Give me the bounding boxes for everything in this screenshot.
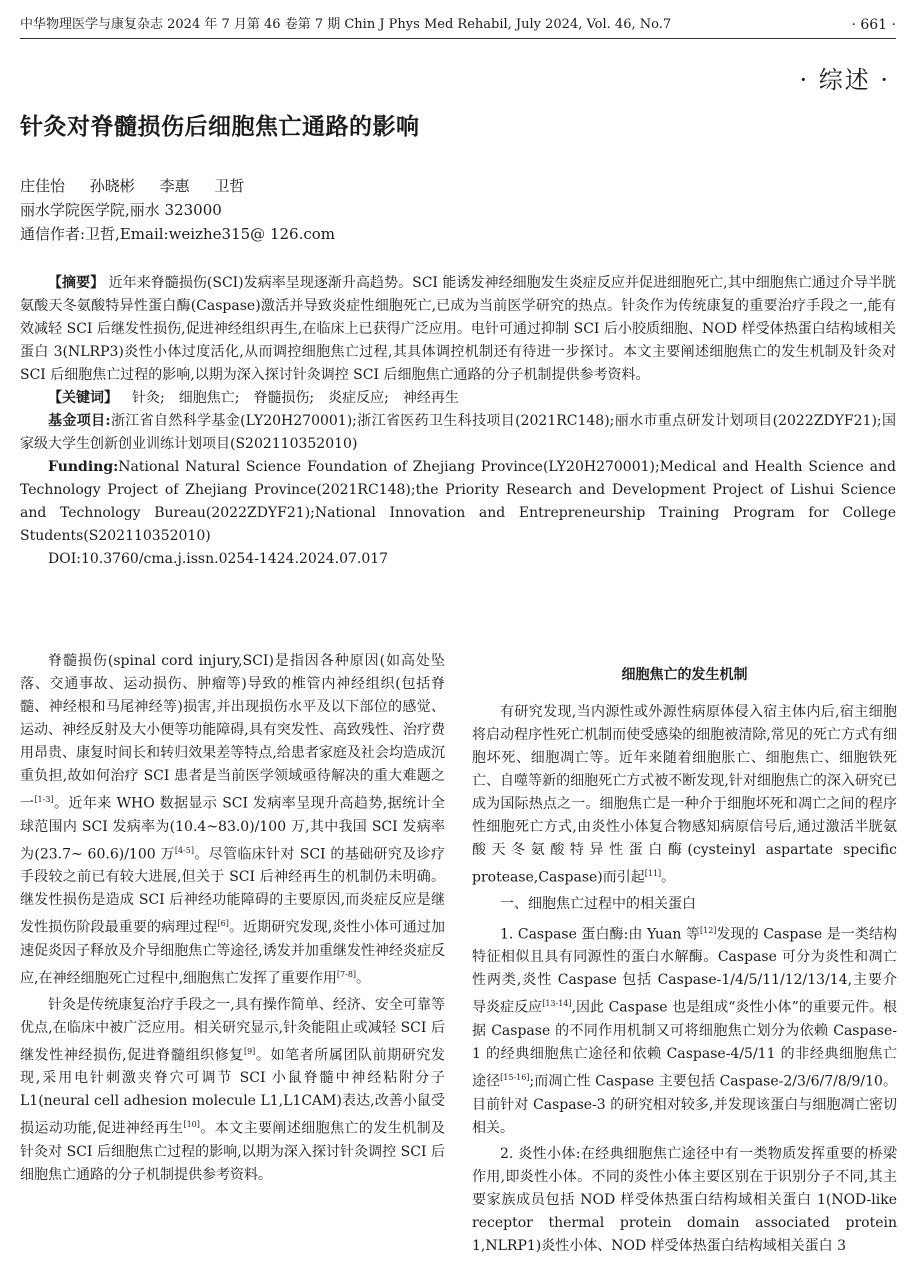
correspondence: 通信作者:卫哲,Email:weizhe315@ 126.com	[20, 225, 335, 243]
citation: [12]	[699, 925, 717, 935]
text-run: 2. 炎性小体:在经典细胞焦亡途径中有一类物质发挥重要的桥梁作用,即炎性小体。不同的炎性小体主要区别在于识别分子不同,其主要家族成员包括 NOD 样受体热蛋白结构域相关蛋白 1(NOD-like receptor thermal protein domain associated protein 1,NLRP1)炎性小体、NOD 样受体热蛋白结构域相关蛋白 3	[472, 1145, 897, 1254]
citation: [1-3]	[34, 795, 54, 804]
keyword: 脊髓损伤;	[253, 390, 315, 406]
body-right-column	[472, 650, 897, 1261]
running-head	[20, 12, 896, 39]
funding-en	[20, 456, 896, 548]
funding-label: Funding:	[48, 459, 119, 475]
author-list	[20, 174, 335, 198]
keyword: 炎症反应;	[328, 390, 389, 406]
citation: [11]	[644, 869, 662, 878]
keywords	[20, 387, 896, 410]
text-run: 1. Caspase 蛋白酶:由 Yuan 等	[500, 926, 700, 943]
keyword: 针灸;	[132, 390, 165, 406]
text-run: 。尽管临床针对 SCI 的基础研究及诊疗手段较之前已有较大进展,但关于 SCI 后神经再生的机制仍未明确。继发性损伤是造成 SCI 后神经功能障碍的主要原因,而炎症反应是继发性损伤阶段最重要的病理过程	[20, 846, 445, 936]
fund-text: 浙江省自然科学基金(LY20H270001);浙江省医药卫生科技项目(2021RC148);丽水市重点研发计划项目(2022ZDYF21);国家级大学生创新创业训练计划项目(S202110352010)	[20, 413, 896, 452]
text-run: 。	[356, 970, 371, 987]
abstract-label: 【摘要】	[48, 275, 105, 291]
journal-citation: 中华物理医学与康复杂志 2024 年 7 月第 46 卷第 7 期 Chin J Phys Med Rehabil, July 2024, Vol. 46, No.7	[20, 17, 672, 32]
text-run: ;而凋亡性 Caspase 主要包括 Caspase-2/3/6/7/8/9/10。目前针对 Caspase-3 的研究相对较多,并发现该蛋白与细胞凋亡密切相关。	[472, 1073, 897, 1136]
citation: [4-5]	[174, 845, 194, 855]
article-title: 针灸对脊髓损伤后细胞焦亡通路的影响	[20, 113, 420, 140]
fund-label: 基金项目:	[48, 413, 111, 429]
abstract	[20, 272, 896, 387]
citation: [10]	[183, 1120, 200, 1130]
citation: [6]	[217, 919, 229, 929]
page-number: · 661 ·	[851, 17, 896, 33]
text-run: 脊髓损伤(spinal cord injury,SCI)是指因各种原因(如高处坠落、交通事故、运动损伤、肿瘤等)导致的椎管内神经组织(包括脊髓、神经根和马尾神经等)损害,并出现损伤水平及以下部位的感觉、运动、神经反射及大小便等功能障碍,具有突发性、高致残性、治疗费用昂贵、康复时间长和转归效果差等特点,给患者家庭及社会均造成沉重负担,故如何治疗 SCI 患者是当前医学领域亟待解决的重大难题之一	[20, 653, 445, 812]
author-name: 庄佳怡	[20, 177, 66, 195]
citation: [7-8]	[336, 969, 357, 979]
text-run: 。近年来 WHO 数据显示 SCI 发病率呈现升高趋势,据统计全球范围内 SCI 发病率为(10.4~83.0)/100 万,其中我国 SCI 发病率为(23.7~ 60.6)/100 万	[20, 795, 445, 863]
author-name: 卫哲	[214, 177, 245, 195]
keyword: 神经再生	[402, 390, 459, 406]
paragraph	[472, 1143, 897, 1258]
affiliation: 丽水学院医学院,丽水 323000	[20, 201, 222, 219]
author-block	[20, 174, 335, 246]
doi: DOI:10.3760/cma.j.issn.0254-1424.2024.07.017	[48, 551, 389, 567]
text-run: 针灸是传统康复治疗手段之一,具有操作简单、经济、安全可靠等优点,在临床中被广泛应用。相关研究显示,针灸能阻止或减轻 SCI 后继发性神经损伤,促进脊髓组织修复	[20, 996, 445, 1064]
text-run: 发现的 Caspase 是一类结构特征相似且具有同源性的蛋白水解酶。Caspase 可分为炎性和凋亡性两类,炎性 Caspase 包括 Caspase-1/4/5/11/12/13/14,主要介导炎症反应	[472, 926, 897, 1016]
text-run: 。近期研究发现,炎性小体可通过加速促炎因子释放及介导细胞焦亡等途径,诱发并加重继发性神经炎症反应,在神经细胞死亡过程中,细胞焦亡发挥了重要作用	[20, 919, 446, 987]
keyword: 细胞焦亡;	[178, 390, 240, 406]
paragraph	[472, 919, 897, 1140]
citation: [9]	[243, 1046, 256, 1056]
section-heading: 细胞焦亡的发生机制	[621, 667, 748, 683]
body-left-column	[20, 650, 445, 1190]
text-run: 。本文主要阐述细胞焦亡的发生机制及针灸对 SCI 后细胞焦亡过程的影响,以期为深入探讨针灸调控 SCI 后细胞焦亡通路的分子机制提供参考资料。	[20, 1120, 445, 1183]
citation: [15-16]	[500, 1072, 530, 1082]
keywords-label: 【关键词】	[48, 390, 118, 406]
author-name: 李惠	[159, 177, 190, 195]
fund-cn	[20, 410, 896, 456]
paragraph	[20, 994, 445, 1187]
text-run: 。如笔者所属团队前期研究发现,采用电针刺激夹脊穴可调节 SCI 小鼠脊髓中神经粘附分子 L1(neural cell adhesion molecule L1,L1CAM)表达,改善小鼠受损运动功能,促进神经再生	[20, 1047, 446, 1137]
section-label: · 综述 ·	[799, 66, 890, 94]
paragraph	[472, 701, 897, 890]
author-name: 孙晓彬	[89, 177, 135, 195]
funding-text: National Natural Science Foundation of Zhejiang Province(LY20H270001);Medical and Health Science and Technology Project of Zhejiang Province(2021RC148);the Priority Research and Development Project of Lishui Science and Technology Bureau(2022ZDYF21);National Innovation and Entrepreneurship Training Program for College Students(S202110352010)	[20, 459, 896, 544]
citation: [13-14]	[542, 999, 572, 1009]
paragraph	[20, 650, 445, 991]
subsection-heading: 一、细胞焦亡过程中的相关蛋白	[500, 895, 696, 912]
abstract-text: 近年来脊髓损伤(SCI)发病率呈现逐渐升高趋势。SCI 能诱发神经细胞发生炎症反应并促进细胞死亡,其中细胞焦亡通过介导半胱氨酸天冬氨酸特异性蛋白酶(Caspase)激活并导致炎症性细胞死亡,已成为当前医学研究的热点。针灸作为传统康复的重要治疗手段之一,能有效减轻 SCI 后继发性损伤,促进神经组织再生,在临床上已获得广泛应用。电针可通过抑制 SCI 后小胶质细胞、NOD 样受体热蛋白结构域相关蛋白 3(NLRP3)炎性小体过度活化,从而调控细胞焦亡过程,其具体调控机制还有待进一步探讨。本文主要阐述细胞焦亡的发生机制及针灸对 SCI 后细胞焦亡过程的影响,以期为深入探讨针灸调控 SCI 后细胞焦亡通路的分子机制提供参考资料。	[20, 275, 897, 383]
abstract-block	[20, 272, 896, 571]
text-run: ,因此 Caspase 也是组成“炎性小体”的重要元件。根据 Caspase 的不同作用机制又可将细胞焦亡划分为依赖 Caspase-1 的经典细胞焦亡途径和依赖 Caspase-4/5/11 的非经典细胞焦亡途径	[472, 999, 898, 1090]
text-run: 有研究发现,当内源性或外源性病原体侵入宿主体内后,宿主细胞将启动程序性死亡机制而使受感染的细胞被清除,常见的死亡方式有细胞坏死、细胞凋亡等。近年来随着细胞胀亡、细胞焦亡、细胞铁死亡、自噬等新的细胞死亡方式被不断发现,针对细胞焦亡的深入研究已成为国际热点之一。细胞焦亡是一种介于细胞坏死和凋亡之间的程序性细胞死亡方式,由炎性小体复合物感知病原信号后,通过激活半胱氨酸天冬氨酸特异性蛋白酶(cysteinyl aspartate specific protease,Caspase)而引起	[472, 704, 897, 886]
text-run: 。	[661, 869, 676, 886]
